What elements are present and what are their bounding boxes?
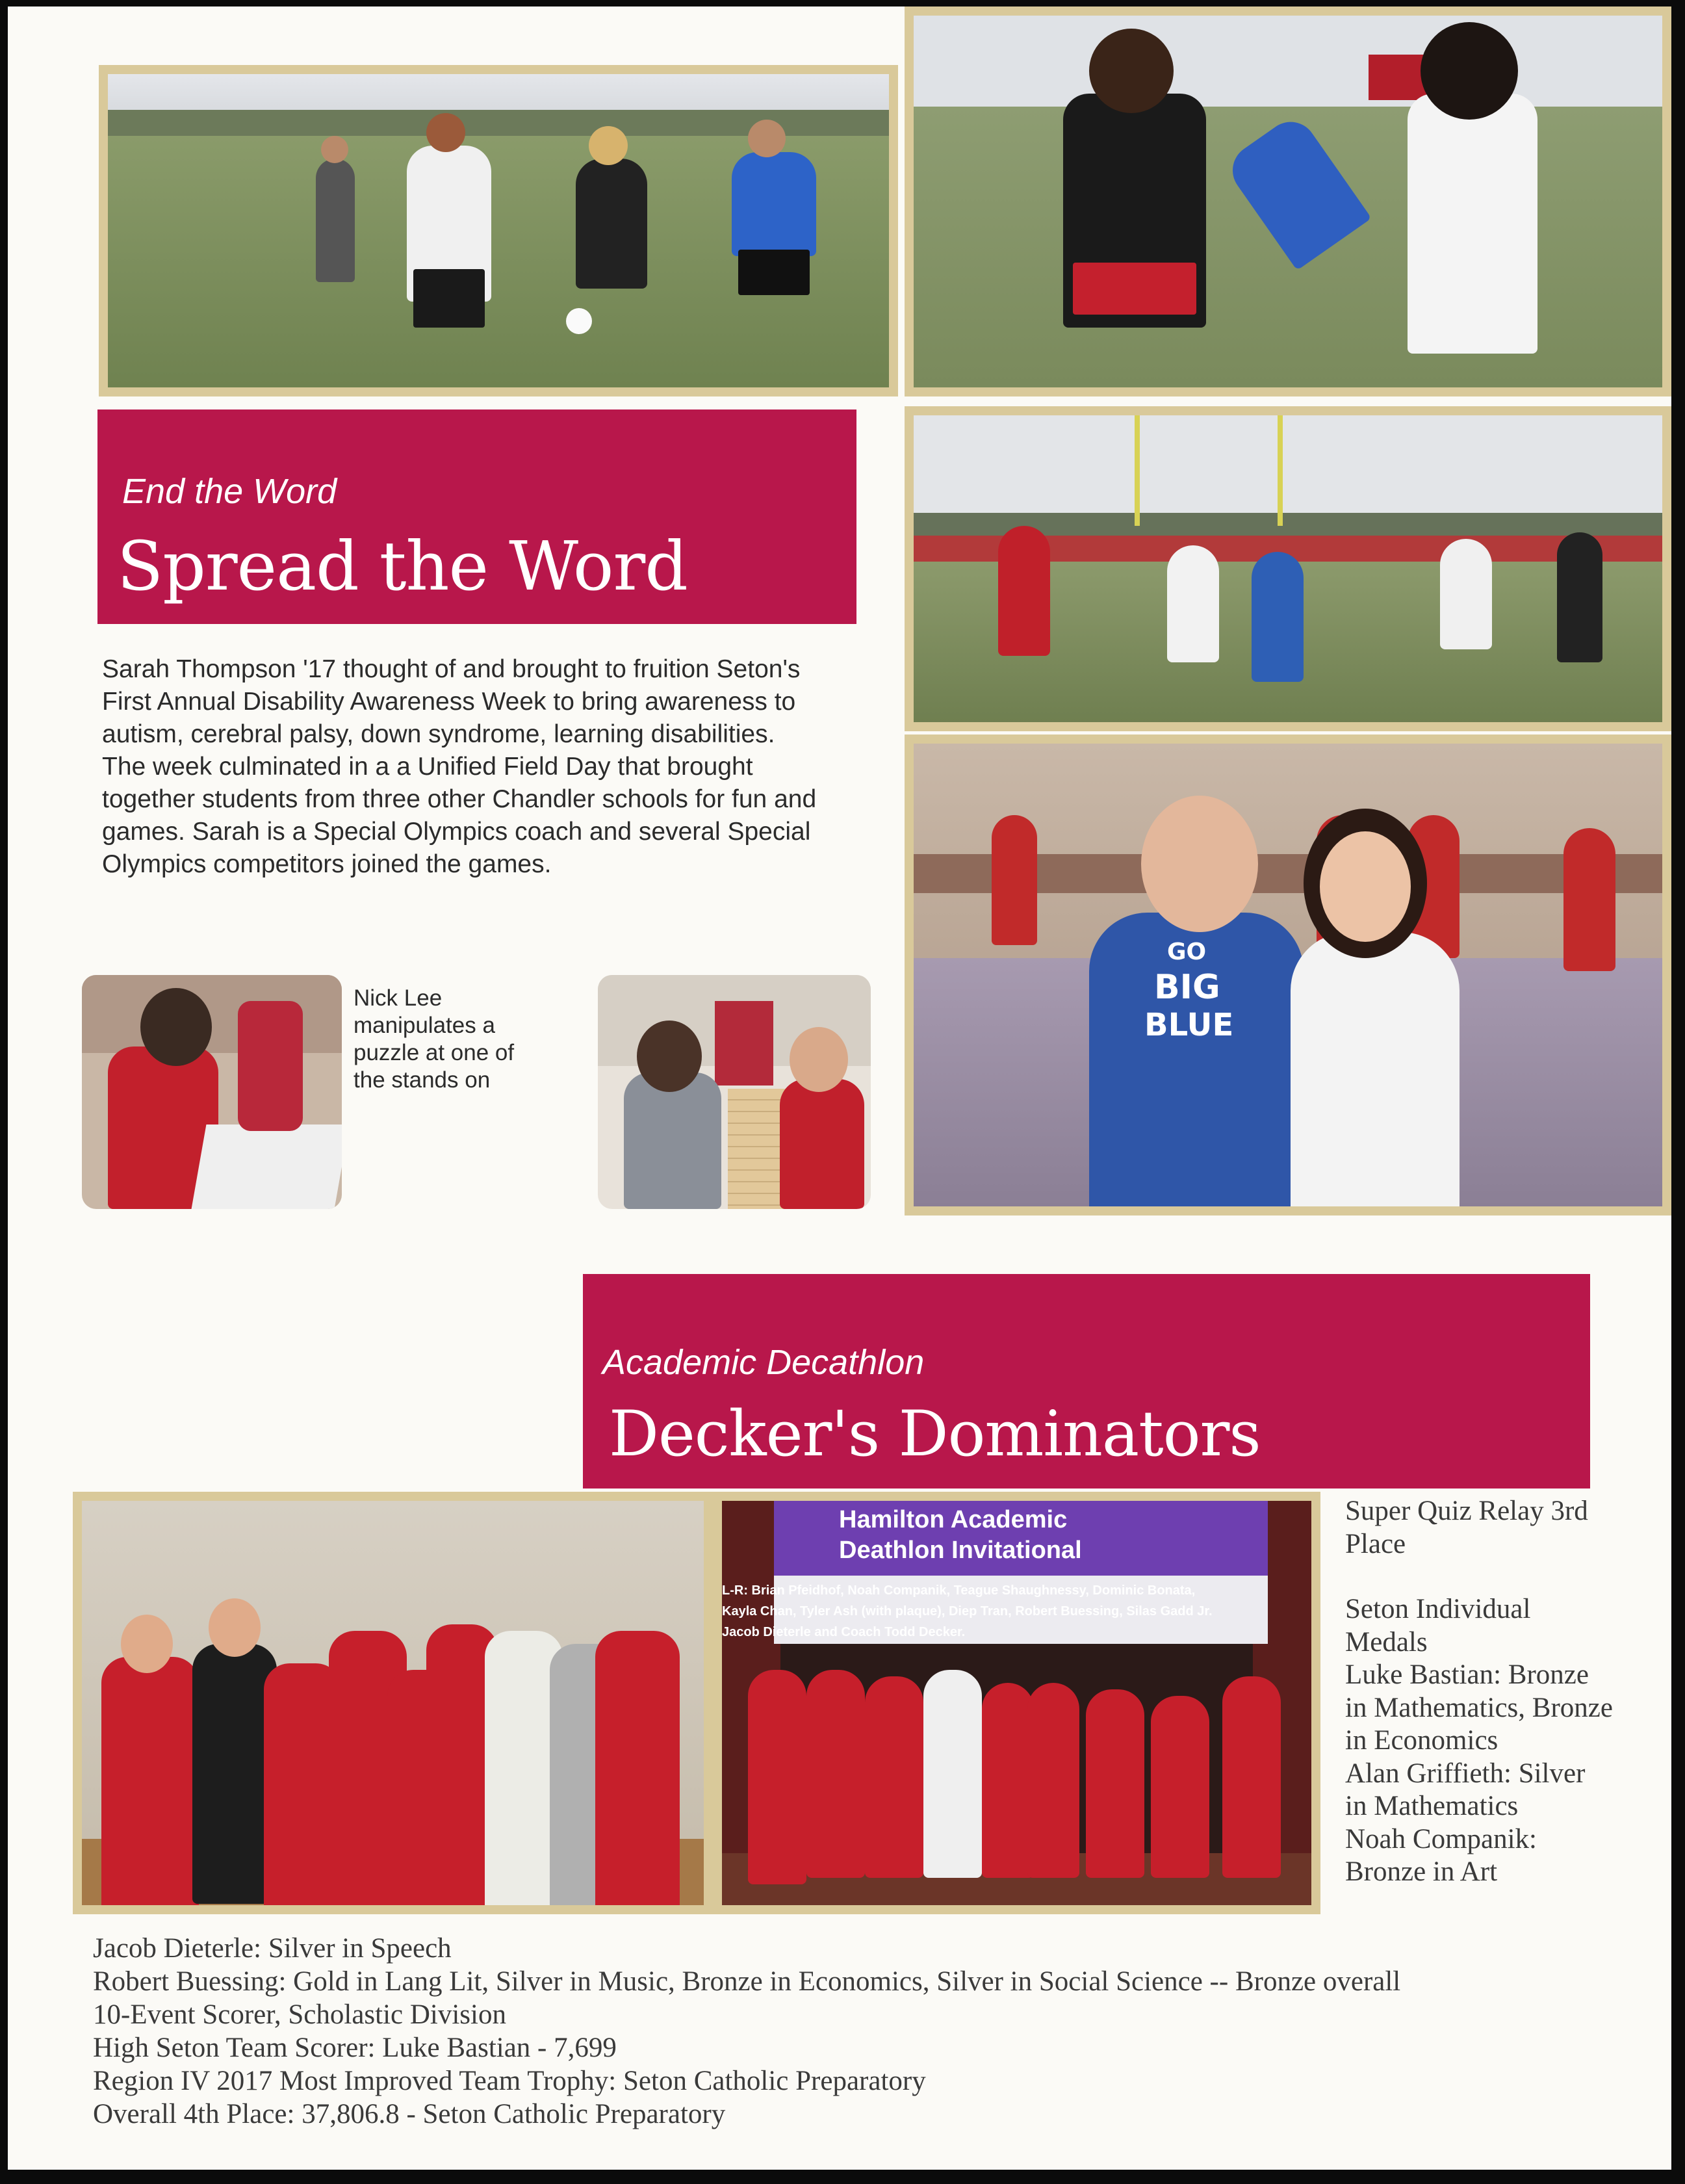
result-line: in Economics <box>1345 1725 1498 1756</box>
result-line: Robert Buessing: Gold in Lang Lit, Silver in Music, Bronze in Economics, Silver in Social Science -- Bronze overall <box>93 1966 1401 1997</box>
caption-line: manipulates a <box>354 1013 495 1038</box>
shirt-text-blue: BLUE <box>1144 1007 1234 1043</box>
photo-nick-lee-puzzle <box>82 975 342 1209</box>
slide-caption-line: L-R: Brian Pfeidhof, Noah Companik, Teague Shaughnessy, Dominic Bonata, <box>722 1583 1196 1598</box>
photo-jenga-tower <box>598 975 871 1209</box>
photo-cartwheel <box>905 6 1671 396</box>
result-line: Region IV 2017 Most Improved Team Trophy: Seton Catholic Preparatory <box>93 2066 926 2096</box>
caption-line: the stands on <box>354 1067 491 1093</box>
result-line: Medals <box>1345 1626 1428 1658</box>
slide-caption-line: Jacob Dieterle and Coach Todd Decker. <box>722 1625 966 1639</box>
caption-line: puzzle at one of <box>354 1040 515 1065</box>
section-kicker: Academic Decathlon <box>602 1343 925 1382</box>
result-line: Overall 4th Place: 37,806.8 - Seton Catholic Preparatory <box>93 2099 726 2129</box>
photo-decathlon-team-gym <box>73 1492 713 1914</box>
spread-the-word-body: Sarah Thompson '17 thought of and brought to fruition Seton's First Annual Disability Awareness Week to bring awareness to autism, cerebral palsy, down syndrome, learning disabilities. The week culminated in a a Unified Field Day that brought together students from three other Chandler schools for fun and games. Sarah is a Special Olympics coach and several Special Olympics competitors joined the games. <box>102 655 817 878</box>
nick-lee-caption <box>354 985 568 1094</box>
caption-line: Nick Lee <box>354 985 443 1011</box>
yearbook-page <box>8 6 1671 2170</box>
result-line: in Mathematics, Bronze <box>1345 1692 1613 1723</box>
slide-title-1: Hamilton Academic <box>839 1506 1068 1533</box>
result-line <box>1345 1561 1670 1593</box>
result-line: Noah Companik: <box>1345 1823 1537 1854</box>
decathlon-bottom-results <box>93 1932 1666 2131</box>
result-line: Jacob Dieterle: Silver in Speech <box>93 1933 452 1964</box>
result-line: Super Quiz Relay 3rd <box>1345 1496 1588 1526</box>
section-kicker: End the Word <box>122 472 337 511</box>
slide-title-2: Deathlon Invitational <box>839 1537 1082 1564</box>
boy-blue-shirt <box>1089 913 1304 1206</box>
result-line: Seton Individual <box>1345 1594 1531 1624</box>
slide-caption-line: Kayla Chan, Tyler Ash (with plaque), Diep Tran, Robert Buessing, Silas Gadd Jr. <box>722 1604 1213 1618</box>
section-title: Decker's Dominators <box>609 1398 1261 1470</box>
deckers-dominators-banner <box>583 1274 1590 1488</box>
result-line: High Seton Team Scorer: Luke Bastian - 7,699 <box>93 2033 617 2063</box>
section-title: Spread the Word <box>117 526 688 606</box>
result-line: Bronze in Art <box>1345 1856 1498 1887</box>
slide-caption <box>722 1580 1311 1643</box>
photo-soccer-game <box>99 65 898 396</box>
result-line: Place <box>1345 1528 1406 1559</box>
result-line: 10-Event Scorer, Scholastic Division <box>93 1999 506 2030</box>
result-line: in Mathematics <box>1345 1791 1519 1821</box>
photo-flag-football <box>905 406 1671 731</box>
shirt-text-big: BIG <box>1154 968 1220 1007</box>
decathlon-side-results <box>1345 1495 1670 1889</box>
result-line: Alan Griffieth: Silver <box>1345 1758 1586 1789</box>
photo-decathlon-stage <box>713 1492 1320 1914</box>
girl-white-jacket <box>1291 932 1460 1206</box>
result-line: Luke Bastian: Bronze <box>1345 1659 1589 1690</box>
shirt-text-go: GO <box>1167 939 1207 965</box>
photo-portrait-pair <box>905 734 1671 1216</box>
spread-the-word-banner <box>97 410 856 624</box>
